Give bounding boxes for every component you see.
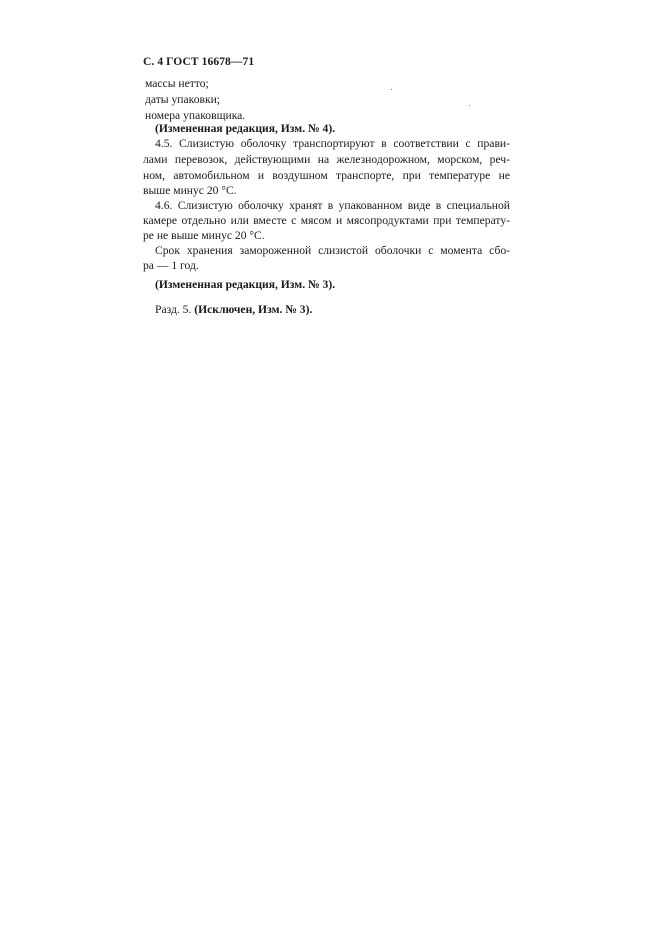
paragraph-4-5-line-1: 4.5. Слизистую оболочку транспортируют в соответствии с прави- — [155, 137, 510, 150]
storage-term-line-2: ра — 1 год. — [143, 259, 199, 272]
scan-speck — [469, 105, 470, 106]
page-header: С. 4 ГОСТ 16678—71 — [143, 56, 255, 68]
section-5-excluded: (Исключен, Изм. № 3). — [194, 303, 313, 316]
line-mass-net: массы нетто; — [145, 77, 209, 90]
paragraph-4-5-line-2: лами перевозок, действующими на железнодорожном, морском, реч- — [143, 153, 510, 166]
scan-speck — [391, 89, 392, 90]
line-packer-number: номера упаковщика. — [145, 109, 246, 122]
amendment-note-4: (Измененная редакция, Изм. № 4). — [155, 122, 336, 135]
paragraph-4-5-line-4: выше минус 20 °С. — [143, 184, 237, 197]
paragraph-4-6-line-3: ре не выше минус 20 °С. — [143, 229, 265, 242]
line-pack-date: даты упаковки; — [145, 93, 221, 106]
paragraph-4-6-line-1: 4.6. Слизистую оболочку хранят в упакованном виде в специальной — [155, 199, 510, 212]
storage-term-line-1: Срок хранения замороженной слизистой оболочки с момента сбо- — [155, 244, 510, 257]
section-5-label: Разд. 5. — [155, 303, 192, 316]
section-5-note — [155, 303, 312, 317]
paragraph-4-5-line-3: ном, автомобильном и воздушном транспорте, при температуре не — [143, 169, 510, 182]
paragraph-4-6-line-2: камере отдельно или вместе с мясом и мясопродуктами при температу- — [143, 214, 510, 227]
amendment-note-3: (Измененная редакция, Изм. № 3). — [155, 278, 336, 291]
